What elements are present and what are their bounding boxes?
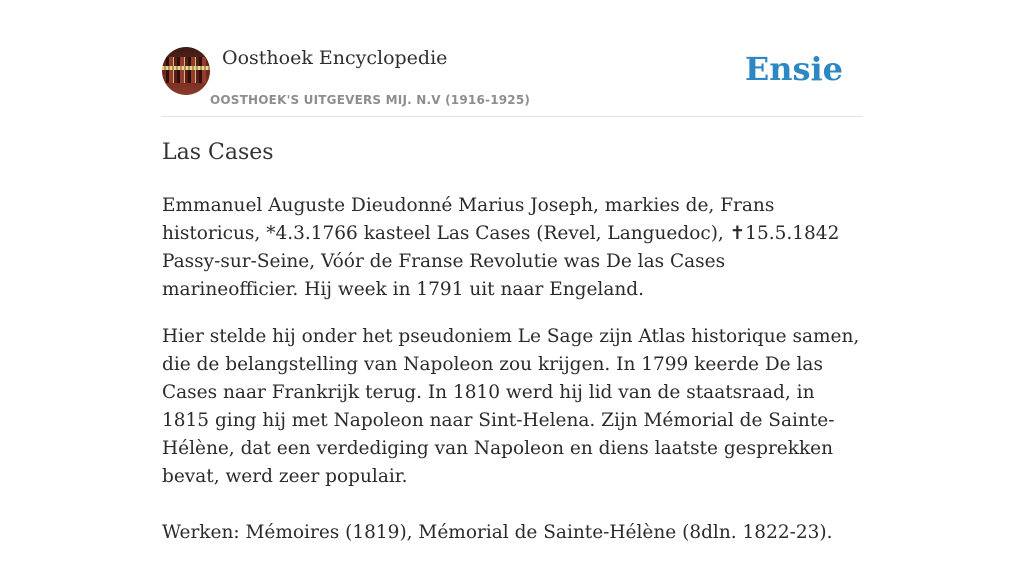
- avatar-spines: [166, 57, 206, 83]
- ensie-logo-link[interactable]: Ensie: [744, 50, 843, 88]
- article-title: Las Cases: [162, 140, 274, 165]
- book-spines-icon[interactable]: [162, 47, 210, 95]
- site-title[interactable]: Oosthoek Encyclopedie: [222, 47, 448, 69]
- article-body: [162, 192, 862, 566]
- article-works: Werken: Mémoires (1819), Mémorial de Sainte-Hélène (8dln. 1822-23).: [162, 522, 833, 543]
- avatar-band: [162, 66, 210, 70]
- article-paragraph: Hier stelde hij onder het pseudoniem Le Sage zijn Atlas historique samen, die de belangstelling van Napoleon zou krijgen. In 1799 keerde De las Cases naar Frankrijk terug. In 1810 werd hij lid van de staatsraad, in 1815 ging hij met Napoleon naar Sint-Helena. Zijn Mémorial de Sainte-Hélène, dat een verdediging van Napoleon en diens laatste gesprekken bevat, werd zeer populair.: [162, 326, 860, 487]
- header: [162, 46, 862, 117]
- publisher-label: OOSTHOEK'S UITGEVERS MIJ. N.V (1916-1925): [210, 93, 531, 107]
- article-paragraph: Emmanuel Auguste Dieudonné Marius Joseph, markies de, Frans historicus, *4.3.1766 kasteel Las Cases (Revel, Languedoc), ✝15.5.1842 Passy-sur-Seine, Vóór de Franse Revolutie was De las Cases marineofficier. Hij week in 1791 uit naar Engeland.: [162, 195, 840, 300]
